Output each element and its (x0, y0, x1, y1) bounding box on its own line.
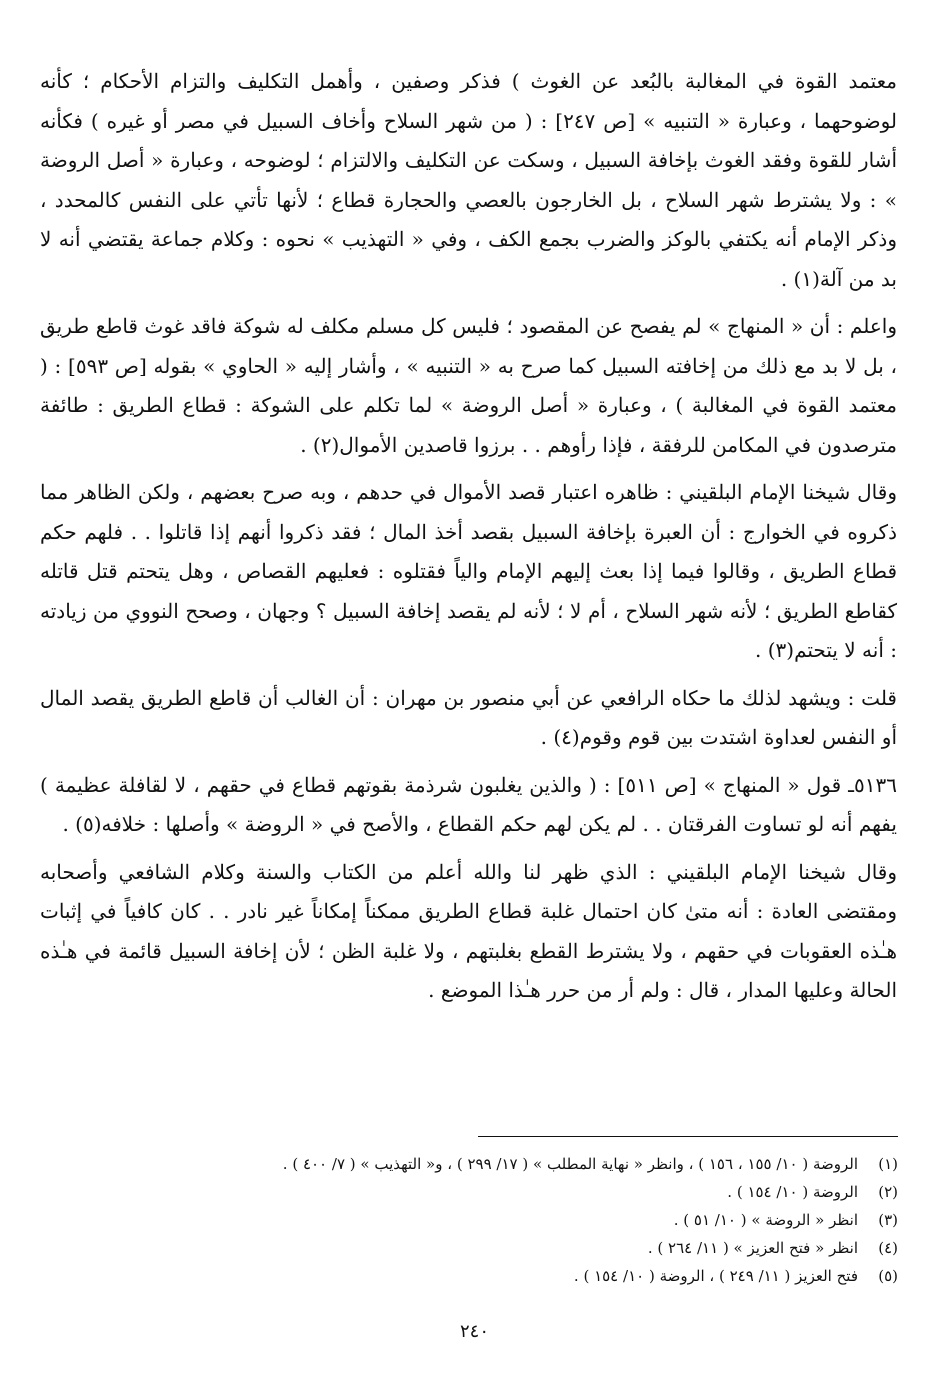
paragraph-1: معتمد القوة في المغالبة بالبُعد عن الغوث ) فذكر وصفين ، وأهمل التكليف والتزام الأحكام ؛ كأنه لوضوحهما ، وعبارة « التنبيه » [ص ٢٤٧] : ( من شهر السلاح وأخاف السبيل في مصر أو غيره ) فكأنه أشار للقوة وفقد الغوث بإخافة السبيل ، وسكت عن التكليف والالتزام ؛ لوضوحه ، وعبارة « أصل الروضة » : ولا يشترط شهر السلاح ، بل الخارجون بالعصي والحجارة قطاع ؛ لأنها تأتي على النفس كالمحدد ، وذكر الإمام أنه يكتفي بالوكز والضرب بجمع الكف ، وفي « التهذيب » نحوه : وكلام جماعة يقتضي أنه لا بد من آلة(١) . (40, 69, 898, 291)
paragraph-2: واعلم : أن « المنهاج » لم يفصح عن المقصود ؛ فليس كل مسلم مكلف له شوكة فاقد غوث قاطع طريق ، بل لا بد مع ذلك من إخافته السبيل كما صرح به « التنبيه » ، وأشار إليه « الحاوي » بقوله [ص ٥٩٣] : ( معتمد القوة في المغالبة ) ، وعبارة « أصل الروضة » لما تكلم على الشوكة : قطاع الطريق : طائفة مترصدون في المكامن للرفقة ، فإذا رأوهم . . برزوا قاصدين الأموال(٢) . (40, 314, 898, 457)
footnote-item (40, 1234, 898, 1262)
footnote-number: (٣) (878, 1211, 898, 1229)
footnote-text: انظر « فتح العزيز » ( ١١/ ٢٦٤ ) . (647, 1239, 858, 1257)
paragraph-5: ٥١٣٦ـ قول « المنهاج » [ص ٥١١] : ( والذين يغلبون شرذمة بقوتهم قطاع في حقهم ، لا لقافلة عظيمة ) يفهم أنه لو تساوت الفرقتان . . لم يكن لهم حكم القطاع ، والأصح في « الروضة » وأصلها : خلافه(٥) . (40, 772, 897, 836)
paragraph-3: وقال شيخنا الإمام البلقيني : ظاهره اعتبار قصد الأموال في حدهم ، وبه صرح بعضهم ، ولكن الظاهر مما ذكروه في الخوارج : أن العبرة بإخافة السبيل بقصد أخذ المال ؛ فقد ذكروا أنهم إذا قاتلوا . . فلهم حكم قطاع الطريق ، وقالوا فيما إذا بعث إليهم الإمام والياً فقتلوه : فعليهم القصاص ، وهل يتحتم قتل قاتله كقاطع الطريق ؛ لأنه شهر السلاح ، أم لا ؛ لأنه لم يقصد إخافة السبيل ؟ وجهان ، وصحح النووي من زيادته : أنه لا يتحتم(٣) . (40, 480, 897, 662)
page-number: ٢٤٠ (459, 1321, 489, 1342)
footnote-number: (٤) (878, 1239, 898, 1257)
footnote-number: (١) (878, 1155, 898, 1173)
footnote-text: الروضة ( ١٠/ ١٥٥ ، ١٥٦ ) ، وانظر « نهاية المطلب » ( ١٧/ ٢٩٩ ) ، و« التهذيب » ( ٧/ ٤٠٠ ) . (282, 1155, 858, 1173)
footnote-number: (٢) (878, 1183, 898, 1201)
footnote-separator (478, 1136, 898, 1137)
footnotes (40, 1150, 898, 1290)
footnote-text: انظر « الروضة » ( ١٠/ ٥١ ) . (673, 1211, 858, 1229)
footnote-text: فتح العزيز ( ١١/ ٢٤٩ ) ، الروضة ( ١٠/ ١٥٤ ) . (573, 1267, 858, 1285)
paragraph-6: وقال شيخنا الإمام البلقيني : الذي ظهر لنا والله أعلم من الكتاب والسنة وكلام الشافعي وأصحابه ومقتضى العادة : أنه متىٰ كان احتمال غلبة قطاع الطريق ممكناً إمكاناً غير نادر . . كان كافياً في إثبات هـٰذه العقوبات في حقهم ، ولا يشترط القطع بغلبتهم ، ولا غلبة الظن ؛ لأن إخافة السبيل قائمة في هـٰذه الحالة وعليها المدار ، قال : ولم أر من حرر هـٰذا الموضع . (40, 859, 898, 1002)
page-body (40, 62, 897, 1011)
footnote-text: الروضة ( ١٠/ ١٥٤ ) . (727, 1183, 858, 1201)
footnote-number: (٥) (878, 1267, 898, 1285)
footnote-item (40, 1178, 898, 1206)
footnote-item (40, 1206, 898, 1234)
paragraph-4: قلت : ويشهد لذلك ما حكاه الرافعي عن أبي منصور بن مهران : أن الغالب أن قاطع الطريق يقصد المال أو النفس لعداوة اشتدت بين قوم وقوم(٤) . (40, 685, 897, 749)
footnote-item (40, 1262, 898, 1290)
footnote-item (40, 1150, 898, 1178)
